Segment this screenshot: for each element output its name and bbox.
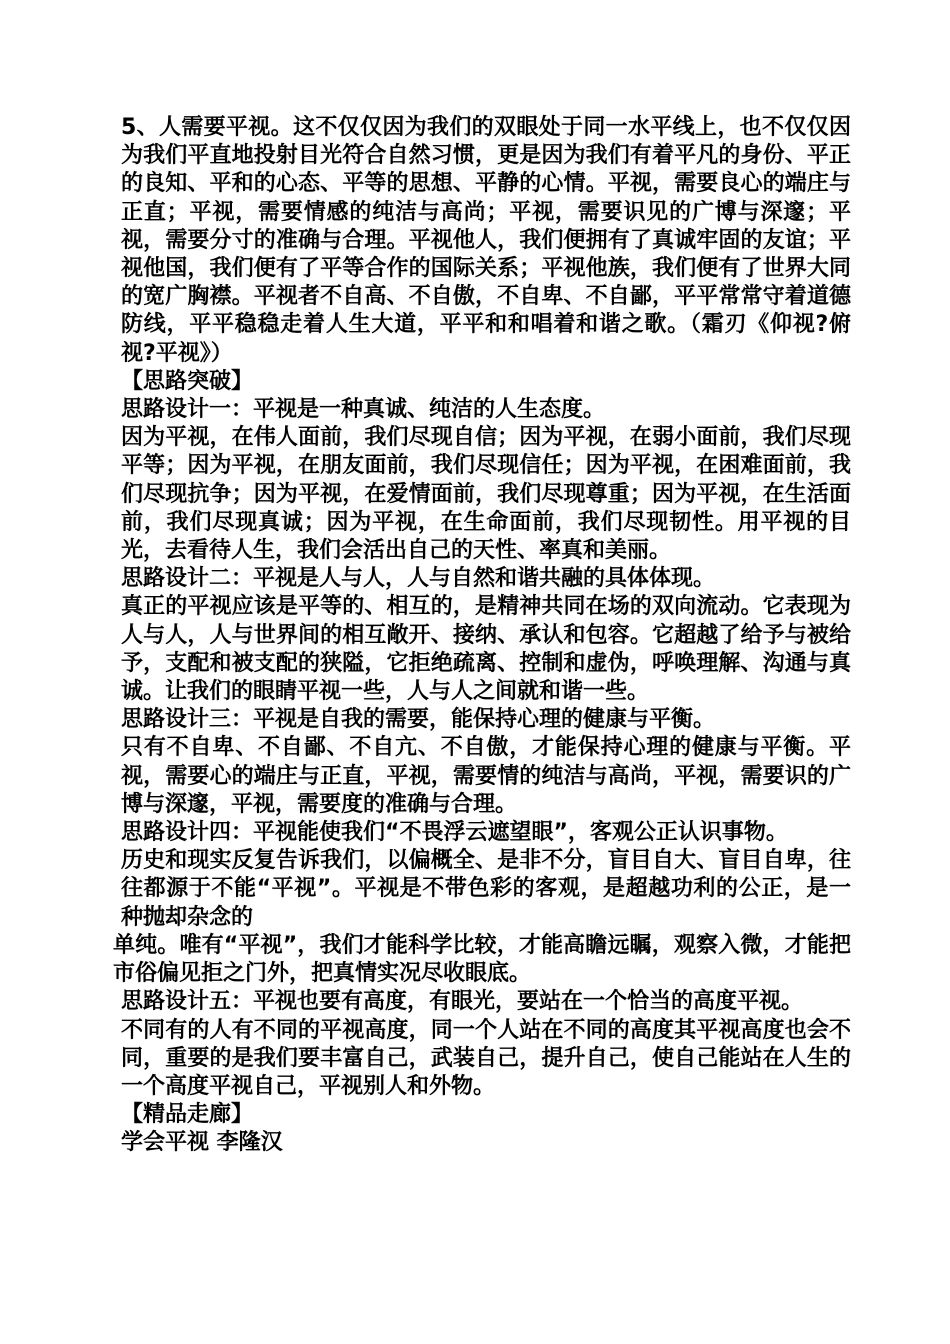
idea-heading-5: 思路设计五：平视也要有高度，有眼光，要站在一个恰当的高度平视。 <box>121 989 804 1015</box>
section-heading: 【思路突破】 <box>121 368 254 394</box>
idea-body-2: 真正的平视应该是平等的、相互的，是精神共同在场的双向流动。它表现为人与人，人与世界间的相互敞开、接纳、承认和包容。它超越了给予与被给予，支配和被支配的狭隘，它拒绝疏离、控制和虚伪，呼唤理解、沟通与真诚。让我们的眼睛平视一些，人与人之间就和谐一些。 <box>121 594 851 705</box>
essay-title-author: 学会平视 李隆汉 <box>121 1130 283 1156</box>
idea-heading-1: 思路设计一：平视是一种真诚、纯洁的人生态度。 <box>121 397 606 423</box>
idea-body-4-part-2: 单纯。唯有“平视”，我们才能科学比较，才能高瞻远瞩，观察入微，才能把市俗偏见拒之门外，把真情实况尽收眼底。 <box>113 932 851 987</box>
idea-heading-3: 思路设计三：平视是自我的需要，能保持心理的健康与平衡。 <box>121 707 716 733</box>
idea-body-3: 只有不自卑、不自鄙、不自亢、不自傲，才能保持心理的健康与平衡。平视，需要心的端庄与正直，平视，需要情的纯洁与高尚，平视，需要识的广博与深邃，平视，需要度的准确与合理。 <box>121 735 851 817</box>
idea-body-1: 因为平视，在伟人面前，我们尽现自信；因为平视，在弱小面前，我们尽现平等；因为平视，在朋友面前，我们尽现信任；因为平视，在困难面前，我们尽现抗争；因为平视，在爱情面前，我们尽现尊重；因为平视，在生活面前，我们尽现真诚；因为平视，在生命面前，我们尽现韧性。用平视的目光，去看待人生，我们会活出自己的天性、率真和美丽。 <box>121 425 851 564</box>
idea-body-5: 不同有的人有不同的平视高度，同一个人站在不同的高度其平视高度也会不同，重要的是我们要丰富自己，武装自己，提升自己，使自己能站在人生的一个高度平视自己，平视别人和外物。 <box>121 1017 851 1099</box>
document-body <box>113 114 851 1158</box>
idea-heading-2: 思路设计二：平视是人与人，人与自然和谐共融的具体体现。 <box>121 566 716 592</box>
idea-heading-4: 思路设计四：平视能使我们“不畏浮云遮望眼”，客观公正认识事物。 <box>121 820 788 846</box>
essay-paragraph: 5、人需要平视。这不仅仅因为我们的双眼处于同一水平线上，也不仅仅因为我们平直地投射目光符合自然习惯，更是因为我们有着平凡的身份、平正的良知、平和的心态、平等的思想、平静的心情。平视，需要良心的端庄与正直；平视，需要情感的纯洁与高尚；平视，需要识见的广博与深邃；平视，需要分寸的准确与合理。平视他人，我们便拥有了真诚牢固的友谊；平视他国，我们便有了平等合作的国际关系；平视他族，我们便有了世界大同的宽广胸襟。平视者不自高、不自傲，不自卑、不自鄙，平平常常守着道德防线，平平稳稳走着人生大道，平平和和唱着和谐之歌。（霜刃《仰视?俯视?平视》） <box>121 115 851 366</box>
idea-body-4-part-1: 历史和现实反复告诉我们，以偏概全、是非不分，盲目自大、盲目自卑，往往都源于不能“平视”。平视是不带色彩的客观，是超越功利的公正，是一种抛却杂念的 <box>121 848 851 930</box>
section-heading-gallery: 【精品走廊】 <box>121 1102 254 1128</box>
